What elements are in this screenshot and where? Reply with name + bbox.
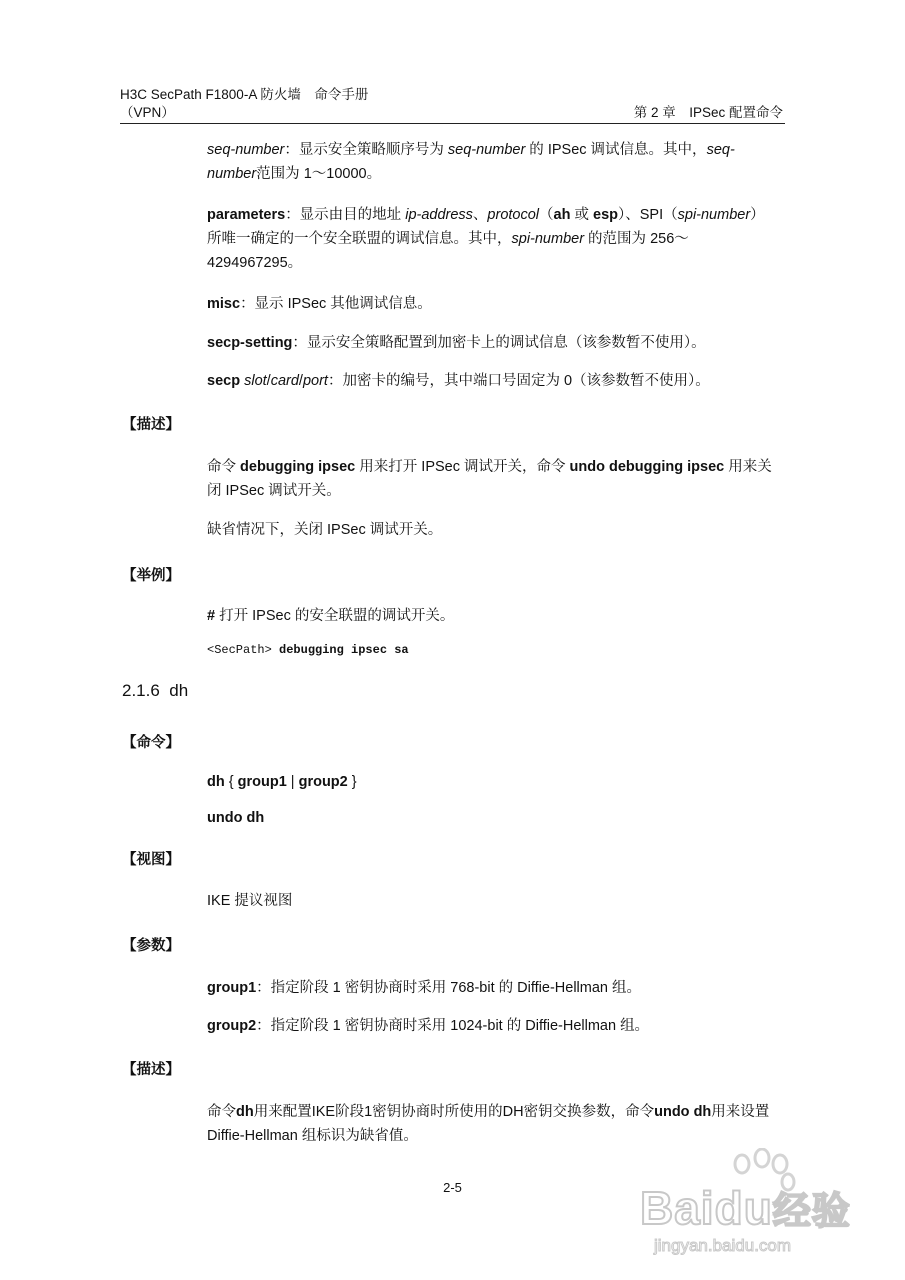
param-parameters: parameters：显示由目的地址 ip-address、protocol（ah 或 esp）、SPI（spi-number）所唯一确定的一个安全联盟的调试信息。其中，spi-number 的范围为 256～4294967295。 <box>207 207 765 271</box>
desc2-para: 命令dh用来配置IKE阶段1密钥协商时所使用的DH密钥交换参数，命令undo dh用来设置 Diffie-Hellman 组标识为缺省值。 <box>207 1104 770 1144</box>
desc1-para1: 命令 debugging ipsec 用来打开 IPSec 调试开关，命令 undo debugging ipsec 用来关闭 IPSec 调试开关。 <box>207 459 772 499</box>
view-text: IKE 提议视图 <box>207 893 293 909</box>
example-comment: # 打开 IPSec 的安全联盟的调试开关。 <box>207 608 455 624</box>
header-title: H3C SecPath F1800-A 防火墙 命令手册 <box>120 87 369 102</box>
header-rule <box>120 123 785 124</box>
section-heading: 2.1.6 dh <box>122 681 189 700</box>
tag-command: 【命令】 <box>122 735 180 751</box>
param-secp: secp slot/card/port：加密卡的编号，其中端口号固定为 0（该参数暂不使用）。 <box>207 373 710 389</box>
term: seq-number <box>207 142 285 158</box>
page-number: 2-5 <box>443 1180 462 1195</box>
command-undo: undo dh <box>207 810 265 826</box>
tag-description-2: 【描述】 <box>122 1062 180 1078</box>
param-group2: group2：指定阶段 1 密钥协商时采用 1024-bit 的 Diffie-Hellman 组。 <box>207 1018 650 1034</box>
desc1-para2: 缺省情况下，关闭 IPSec 调试开关。 <box>207 522 443 538</box>
example-code: <SecPath> debugging ipsec sa <box>207 643 409 657</box>
command-syntax: dh { group1 | group2 } <box>207 774 357 790</box>
tag-example: 【举例】 <box>122 568 180 584</box>
watermark-url: jingyan.baidu.com <box>654 1236 792 1255</box>
watermark-brand: Baidu经验 <box>640 1182 851 1234</box>
param-secp-setting: secp-setting：显示安全策略配置到加密卡上的调试信息（该参数暂不使用）。 <box>207 335 706 351</box>
tag-parameters: 【参数】 <box>122 938 180 954</box>
tag-view: 【视图】 <box>122 852 180 868</box>
header-chapter: 第 2 章 IPSec 配置命令 <box>633 105 783 120</box>
baidu-watermark <box>640 1148 880 1258</box>
param-seq-number: seq-number：显示安全策略顺序号为 seq-number 的 IPSec 调试信息。其中，seq-number范围为 1～10000。 <box>207 142 735 182</box>
param-group1: group1：指定阶段 1 密钥协商时采用 768-bit 的 Diffie-Hellman 组。 <box>207 980 641 996</box>
header-subtitle: （VPN） <box>120 105 175 120</box>
param-misc: misc：显示 IPSec 其他调试信息。 <box>207 296 432 312</box>
tag-description: 【描述】 <box>122 417 180 433</box>
